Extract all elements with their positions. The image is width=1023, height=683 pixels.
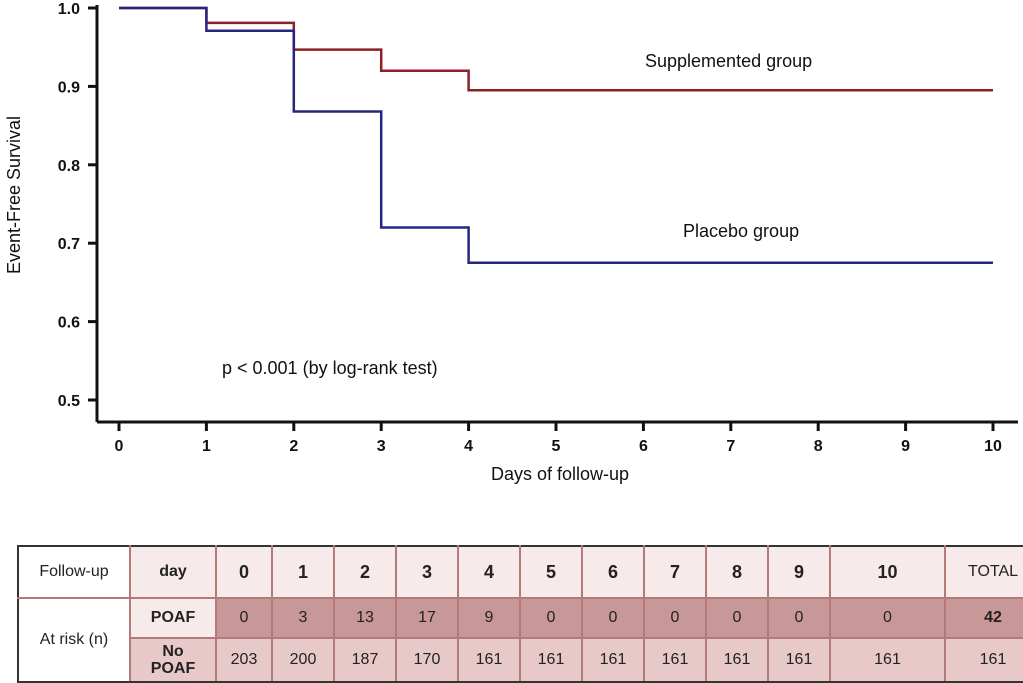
day-cell: 9 xyxy=(768,546,830,598)
x-tick-label: 3 xyxy=(376,438,386,455)
x-tick-label: 9 xyxy=(901,438,911,455)
annotation: p < 0.001 (by log-rank test) xyxy=(222,358,438,378)
day-cell: 7 xyxy=(644,546,706,598)
no-poaf-total: 161 xyxy=(945,638,1023,682)
no-poaf-label-line1: No xyxy=(162,643,184,660)
day-cell: 5 xyxy=(520,546,582,598)
day-cell: 4 xyxy=(458,546,520,598)
day-cell: 8 xyxy=(706,546,768,598)
total-header: TOTAL xyxy=(945,546,1023,598)
no-poaf-cell: 161 xyxy=(768,638,830,682)
x-tick-label: 0 xyxy=(114,438,124,455)
no-poaf-cell: 187 xyxy=(334,638,396,682)
series-label: Placebo group xyxy=(683,221,800,241)
day-cell: 1 xyxy=(272,546,334,598)
x-tick-label: 4 xyxy=(464,438,474,455)
series-label: Supplemented group xyxy=(645,51,813,71)
no-poaf-cell: 161 xyxy=(830,638,945,682)
no-poaf-cell: 170 xyxy=(396,638,458,682)
day-cell: 0 xyxy=(216,546,272,598)
no-poaf-cell: 161 xyxy=(582,638,644,682)
series-line xyxy=(119,8,993,263)
y-tick-label: 0.7 xyxy=(57,236,80,254)
no-poaf-cell: 200 xyxy=(272,638,334,682)
day-cell: 3 xyxy=(396,546,458,598)
x-tick-label: 6 xyxy=(638,438,648,455)
poaf-cell: 0 xyxy=(644,598,706,638)
poaf-cell: 3 xyxy=(272,598,334,638)
follow-up-label: Follow-up xyxy=(18,546,130,598)
y-axis-title: Event-Free Survival xyxy=(4,115,24,275)
poaf-cell: 9 xyxy=(458,598,520,638)
poaf-cell: 17 xyxy=(396,598,458,638)
y-tick-label: 0.8 xyxy=(57,157,80,175)
poaf-cell: 0 xyxy=(706,598,768,638)
x-tick-label: 1 xyxy=(201,438,211,455)
poaf-label: POAF xyxy=(130,598,216,638)
x-tick-label: 8 xyxy=(813,438,823,455)
no-poaf-cell: 161 xyxy=(520,638,582,682)
poaf-total: 42 xyxy=(945,598,1023,638)
at-risk-table xyxy=(17,545,1023,683)
no-poaf-cell: 203 xyxy=(216,638,272,682)
poaf-cell: 0 xyxy=(520,598,582,638)
no-poaf-cell: 161 xyxy=(644,638,706,682)
x-tick-label: 10 xyxy=(984,438,1002,455)
y-tick-label: 0.5 xyxy=(57,393,80,410)
y-tick-label: 1.0 xyxy=(57,1,80,18)
x-tick-label: 5 xyxy=(551,438,561,455)
poaf-cell: 13 xyxy=(334,598,396,638)
x-tick-label: 2 xyxy=(289,438,299,455)
poaf-cell: 0 xyxy=(830,598,945,638)
day-cell: 10 xyxy=(830,546,945,598)
day-cell: 6 xyxy=(582,546,644,598)
no-poaf-cell: 161 xyxy=(458,638,520,682)
poaf-cell: 0 xyxy=(768,598,830,638)
x-axis-title: Days of follow-up xyxy=(490,464,630,484)
y-tick-label: 0.9 xyxy=(57,79,80,97)
at-risk-label: At risk (n) xyxy=(18,598,130,682)
no-poaf-label-line2: POAF xyxy=(150,660,196,677)
x-tick-label: 7 xyxy=(726,438,736,455)
y-tick-label: 0.6 xyxy=(57,314,80,332)
poaf-cell: 0 xyxy=(216,598,272,638)
no-poaf-cell: 161 xyxy=(706,638,768,682)
day-label: day xyxy=(130,546,216,598)
day-cell: 2 xyxy=(334,546,396,598)
no-poaf-label xyxy=(130,638,216,682)
series-line xyxy=(119,8,993,90)
poaf-cell: 0 xyxy=(582,598,644,638)
